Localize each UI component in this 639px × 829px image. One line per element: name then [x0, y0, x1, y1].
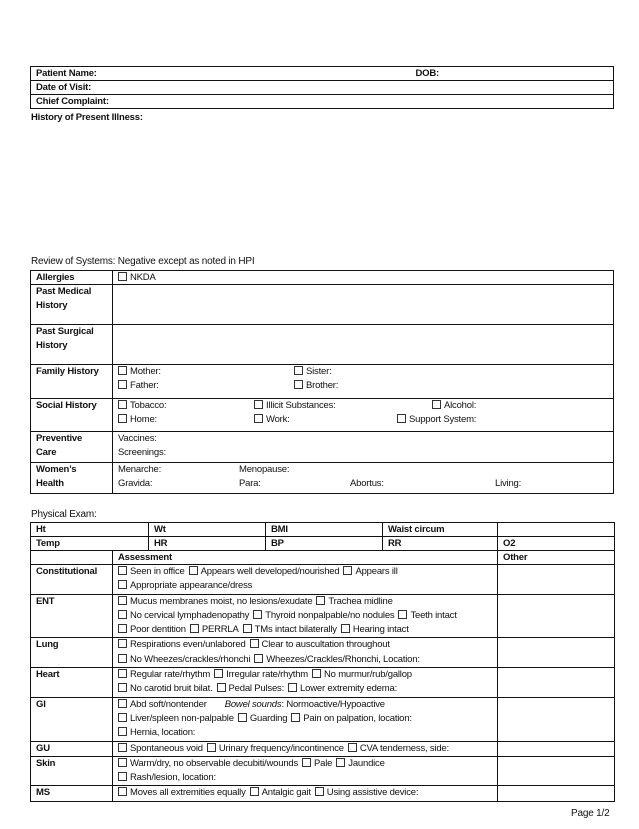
- bmi-field[interactable]: BMI: [266, 523, 383, 537]
- exam-option[interactable]: [343, 566, 397, 577]
- checkbox[interactable]: [343, 566, 352, 575]
- option-label: Pale: [314, 757, 333, 769]
- checkbox[interactable]: [336, 758, 345, 767]
- gu-label: GU: [31, 741, 113, 756]
- sister-label: Sister:: [306, 366, 332, 377]
- option-label: No carotid bruit bilat.: [130, 683, 213, 695]
- exam-option[interactable]: [118, 669, 210, 680]
- social-history-field[interactable]: [113, 399, 614, 432]
- exam-option[interactable]: [118, 772, 216, 783]
- option-label: No cervical lymphadenopathy: [130, 609, 250, 621]
- option-label: Clear to auscultation throughout: [261, 639, 390, 651]
- alcohol-checkbox[interactable]: [432, 400, 441, 409]
- gu-assessment: [113, 741, 498, 756]
- dob-label: DOB:: [415, 68, 439, 79]
- option-label: Using assistive device:: [326, 787, 419, 799]
- checkbox[interactable]: [118, 580, 127, 589]
- exam-option[interactable]: [118, 758, 298, 769]
- chief-complaint-field[interactable]: [31, 95, 614, 109]
- checkbox[interactable]: [341, 624, 350, 633]
- exam-row: [31, 594, 615, 638]
- checkbox[interactable]: [118, 758, 127, 767]
- social-history-label: Social History: [31, 399, 113, 432]
- exam-option[interactable]: [312, 669, 412, 680]
- checkbox[interactable]: [118, 683, 127, 692]
- preventive-care-label: Preventive Care: [31, 432, 113, 463]
- exam-option[interactable]: [118, 699, 207, 710]
- para-label: Para:: [239, 478, 261, 490]
- bp-field[interactable]: BP: [266, 537, 383, 551]
- womens-health-field[interactable]: [113, 463, 614, 494]
- checkbox[interactable]: [118, 596, 127, 605]
- exam-option[interactable]: [250, 787, 311, 798]
- exam-option[interactable]: [190, 624, 239, 635]
- checkbox[interactable]: [302, 758, 311, 767]
- checkbox[interactable]: [243, 624, 252, 633]
- option-label: PERRLA: [201, 624, 239, 636]
- gi-other-field[interactable]: [498, 697, 615, 741]
- exam-option[interactable]: [118, 654, 250, 665]
- gi-assessment: [113, 697, 498, 741]
- constitutional-label: Constitutional: [31, 565, 113, 595]
- checkbox[interactable]: [312, 669, 321, 678]
- nkda-checkbox[interactable]: [118, 272, 127, 281]
- temp-field[interactable]: Temp: [31, 537, 149, 551]
- option-label: Appropriate appearance/dress: [130, 580, 253, 592]
- date-of-visit-label: Date of Visit:: [36, 82, 92, 93]
- option-label: Moves all extremities equally: [130, 787, 246, 799]
- bowel-sounds-text: : Normoactive/Hypoactive: [281, 698, 385, 710]
- ros-table: [30, 270, 614, 494]
- checkbox[interactable]: [118, 654, 127, 663]
- work-label: Work:: [266, 414, 290, 426]
- work-checkbox[interactable]: [254, 414, 263, 423]
- exam-option[interactable]: [118, 727, 195, 738]
- checkbox[interactable]: [398, 610, 407, 619]
- checkbox[interactable]: [288, 683, 297, 692]
- wt-field[interactable]: Wt: [149, 523, 266, 537]
- option-label: Pedal Pulses:: [228, 683, 285, 695]
- exam-option[interactable]: [118, 596, 312, 607]
- option-label: Poor dentition: [130, 624, 186, 636]
- home-checkbox[interactable]: [118, 414, 127, 423]
- pmh-label: Past Medical History: [31, 285, 113, 325]
- exam-row: [31, 668, 615, 698]
- checkbox[interactable]: [217, 683, 226, 692]
- exam-option[interactable]: [398, 610, 456, 621]
- checkbox[interactable]: [118, 743, 127, 752]
- option-label: Seen in office: [130, 566, 185, 577]
- abortus-label: Abortus:: [350, 478, 384, 490]
- exam-option[interactable]: [118, 624, 186, 635]
- allergies-label: Allergies: [31, 271, 113, 285]
- exam-option[interactable]: [118, 610, 249, 621]
- checkbox[interactable]: [250, 787, 259, 796]
- constitutional-assessment: [113, 565, 498, 595]
- checkbox[interactable]: [315, 787, 324, 796]
- skin-other-field[interactable]: [498, 756, 615, 786]
- patient-name-field[interactable]: [31, 67, 614, 81]
- option-label: No Wheezes/crackles/rhonchi: [130, 653, 251, 665]
- option-label: Appears ill: [355, 566, 398, 577]
- exam-option[interactable]: [118, 580, 252, 591]
- exam-option[interactable]: [243, 624, 337, 635]
- exam-option[interactable]: [207, 743, 344, 754]
- exam-option[interactable]: [238, 713, 287, 724]
- tobacco-checkbox[interactable]: [118, 400, 127, 409]
- hr-field[interactable]: HR: [149, 537, 266, 551]
- lung-assessment: [113, 638, 498, 668]
- waist-field[interactable]: Waist circum: [383, 523, 498, 537]
- support-checkbox[interactable]: [397, 414, 406, 423]
- exam-option[interactable]: [118, 713, 234, 724]
- lung-other-field[interactable]: [498, 638, 615, 668]
- exam-option[interactable]: [118, 683, 213, 694]
- menopause-label: Menopause:: [239, 464, 290, 475]
- exam-row: [31, 756, 615, 786]
- living-label: Living:: [495, 478, 522, 490]
- option-label: TMs intact bilaterally: [254, 624, 337, 636]
- exam-row: [31, 638, 615, 668]
- gu-other-field[interactable]: [498, 741, 615, 756]
- date-of-visit-field[interactable]: [31, 81, 614, 95]
- blank-vital-field[interactable]: [498, 523, 615, 537]
- option-label: Guarding: [249, 712, 288, 724]
- bowel-sounds-text: Bowel sounds: [224, 698, 282, 710]
- hpi-label: History of Present Illness:: [31, 112, 143, 123]
- checkbox[interactable]: [118, 610, 127, 619]
- checkbox[interactable]: [348, 743, 357, 752]
- option-label: Respirations even/unlabored: [130, 639, 246, 651]
- psh-field[interactable]: [113, 325, 614, 365]
- option-label: CVA tenderness, side:: [359, 742, 449, 754]
- menarche-label: Menarche:: [118, 464, 162, 475]
- support-label: Support System:: [409, 414, 477, 426]
- ms-other-field[interactable]: [498, 786, 615, 801]
- checkbox[interactable]: [214, 669, 223, 678]
- option-label: Irregular rate/rhythm: [226, 669, 309, 681]
- option-label: Wheezes/Crackles/Rhonchi, Location:: [266, 653, 420, 665]
- nkda-label: NKDA: [130, 272, 156, 283]
- heart-label: Heart: [31, 668, 113, 698]
- sister-checkbox[interactable]: [294, 366, 303, 375]
- option-label: Spontaneous void: [130, 742, 203, 754]
- checkbox[interactable]: [238, 713, 247, 722]
- checkbox[interactable]: [118, 639, 127, 648]
- psh-label: Past Surgical History: [31, 325, 113, 365]
- option-label: Rash/lesion, location:: [130, 772, 216, 784]
- blank-header: [31, 551, 113, 565]
- option-label: Jaundice: [348, 757, 385, 769]
- ms-label: MS: [31, 786, 113, 801]
- option-label: Warm/dry, no observable decubiti/wounds: [130, 757, 299, 769]
- exam-option[interactable]: [291, 713, 411, 724]
- o2-field[interactable]: O2: [498, 537, 615, 551]
- option-label: Antalgic gait: [261, 787, 311, 799]
- exam-option[interactable]: [118, 743, 203, 754]
- physical-exam-title: Physical Exam:: [31, 509, 97, 520]
- checkbox[interactable]: [118, 624, 127, 633]
- option-label: Regular rate/rhythm: [130, 669, 211, 681]
- exam-option[interactable]: [217, 683, 285, 694]
- checkbox[interactable]: [118, 566, 127, 575]
- lung-label: Lung: [31, 638, 113, 668]
- checkbox[interactable]: [118, 772, 127, 781]
- ht-field[interactable]: Ht: [31, 523, 149, 537]
- exam-option[interactable]: [341, 624, 409, 635]
- exam-option[interactable]: [302, 758, 332, 769]
- gi-label: GI: [31, 697, 113, 741]
- checkbox[interactable]: [118, 713, 127, 722]
- father-checkbox[interactable]: [118, 380, 127, 389]
- illicit-label: Illicit Substances:: [266, 400, 336, 411]
- checkbox[interactable]: [291, 713, 300, 722]
- checkbox[interactable]: [250, 639, 259, 648]
- brother-checkbox[interactable]: [294, 380, 303, 389]
- exam-option[interactable]: [214, 669, 308, 680]
- checkbox[interactable]: [118, 727, 127, 736]
- father-label: Father:: [130, 380, 159, 392]
- exam-row: [31, 741, 615, 756]
- ent-label: ENT: [31, 594, 113, 638]
- exam-option[interactable]: [250, 639, 390, 650]
- chief-complaint-label: Chief Complaint:: [36, 96, 109, 107]
- page-number: Page 1/2: [571, 808, 610, 819]
- patient-name-label: Patient Name:: [36, 68, 97, 79]
- patient-info-table: [30, 66, 614, 109]
- mother-checkbox[interactable]: [118, 366, 127, 375]
- vaccines-label: Vaccines:: [118, 433, 157, 444]
- ent-assessment: [113, 594, 498, 638]
- exam-option[interactable]: [118, 639, 246, 650]
- exam-option[interactable]: [118, 566, 185, 577]
- checkbox[interactable]: [118, 669, 127, 678]
- pmh-field[interactable]: [113, 285, 614, 325]
- exam-row: [31, 565, 615, 595]
- tobacco-label: Tobacco:: [130, 400, 167, 411]
- option-label: Abd soft/nontender: [130, 698, 207, 710]
- checkbox[interactable]: [189, 566, 198, 575]
- option-label: Hernia, location:: [130, 727, 196, 739]
- exam-option[interactable]: [288, 683, 397, 694]
- exam-row: [31, 786, 615, 801]
- skin-assessment: [113, 756, 498, 786]
- exam-option[interactable]: [254, 654, 420, 665]
- heart-assessment: [113, 668, 498, 698]
- allergies-field[interactable]: [113, 271, 614, 285]
- checkbox[interactable]: [207, 743, 216, 752]
- option-label: Thyroid nonpalpable/no nodules: [265, 609, 395, 621]
- option-label: Appears well developed/nourished: [200, 566, 340, 577]
- constitutional-other-field[interactable]: [498, 565, 615, 595]
- exam-option[interactable]: [348, 743, 449, 754]
- option-label: Hearing intact: [352, 624, 409, 636]
- exam-option[interactable]: [253, 610, 394, 621]
- exam-option[interactable]: [189, 566, 340, 577]
- checkbox[interactable]: [118, 787, 127, 796]
- assessment-header: Assessment: [113, 551, 498, 565]
- preventive-care-field[interactable]: [113, 432, 614, 463]
- ent-other-field[interactable]: [498, 594, 615, 638]
- mother-label: Mother:: [130, 366, 161, 377]
- brother-label: Brother:: [306, 380, 339, 392]
- screenings-label: Screenings:: [118, 447, 166, 459]
- heart-other-field[interactable]: [498, 668, 615, 698]
- checkbox[interactable]: [118, 699, 127, 708]
- checkbox[interactable]: [253, 610, 262, 619]
- rr-field[interactable]: RR: [383, 537, 498, 551]
- checkbox[interactable]: [254, 654, 263, 663]
- option-label: Lower extremity edema:: [300, 683, 398, 695]
- ros-title: Review of Systems: Negative except as noted in HPI: [31, 256, 255, 267]
- option-label: Trachea midline: [328, 595, 393, 607]
- exam-option[interactable]: [315, 787, 419, 798]
- family-history-label: Family History: [31, 365, 113, 399]
- family-history-field[interactable]: [113, 365, 614, 399]
- option-label: No murmur/rub/gallop: [324, 669, 412, 681]
- gravida-label: Gravida:: [118, 478, 153, 490]
- home-label: Home:: [130, 414, 157, 426]
- option-label: Urinary frequency/incontinence: [218, 742, 344, 754]
- exam-option[interactable]: [118, 787, 246, 798]
- exam-row: [31, 697, 615, 741]
- exam-option[interactable]: [336, 758, 384, 769]
- illicit-checkbox[interactable]: [254, 400, 263, 409]
- ms-assessment: [113, 786, 498, 801]
- checkbox[interactable]: [190, 624, 199, 633]
- option-label: Teeth intact: [410, 609, 457, 621]
- physical-exam-table: [30, 522, 615, 802]
- checkbox[interactable]: [316, 596, 325, 605]
- skin-label: Skin: [31, 756, 113, 786]
- option-label: Mucus membranes moist, no lesions/exudate: [130, 595, 313, 607]
- option-label: Pain on palpation, location:: [303, 712, 412, 724]
- other-header: Other: [498, 551, 615, 565]
- womens-health-label: Women’s Health: [31, 463, 113, 494]
- option-label: Liver/spleen non-palpable: [130, 712, 234, 724]
- exam-option[interactable]: [316, 596, 392, 607]
- alcohol-label: Alcohol:: [444, 400, 477, 411]
